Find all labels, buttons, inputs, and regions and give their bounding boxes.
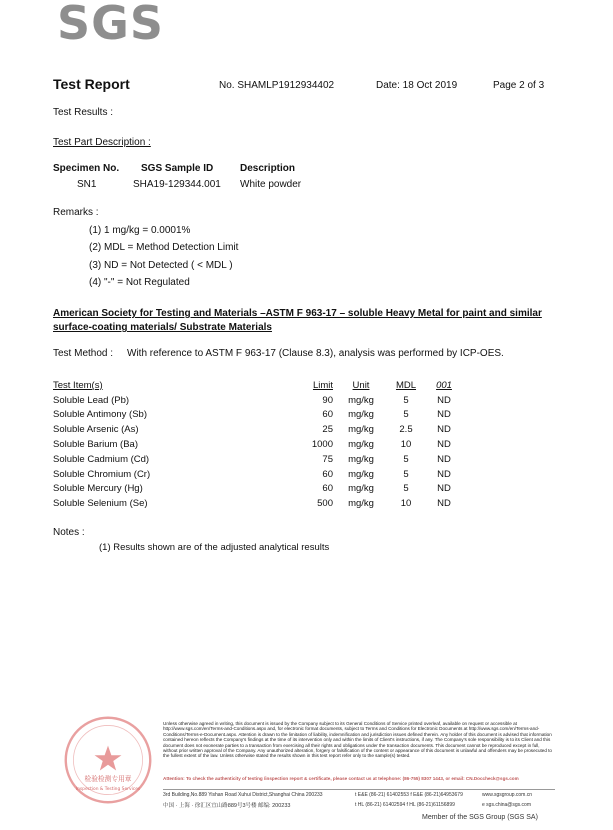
mdl: 5 [403, 483, 409, 495]
limit: 25 [322, 424, 333, 436]
limit: 90 [322, 394, 333, 406]
result: ND [437, 409, 451, 421]
footer-phone-cn: t HL (86-21) 61402594 f HL (86-21)61156899 [355, 802, 455, 808]
sample-id: SHA19-129344.001 [133, 179, 221, 190]
remark-item: (2) MDL = Method Detection Limit [89, 242, 239, 253]
result: ND [437, 439, 451, 451]
mdl: 10 [400, 498, 412, 510]
unit: mg/kg [348, 409, 374, 421]
footer-address-en: 3rd Building,No.889 Yishan Road Xuhui District,Shanghai China 200233 [163, 792, 323, 798]
footer-website: www.sgsgroup.com.cn [482, 792, 533, 798]
footer-disclaimer: Unless otherwise agreed in writing, this document is issued by the Company subject to its General Conditions of Service printed overleaf, available on request or accessible at http://www.sgs.com/en/Terms-and-Conditions.aspx and, for electronic format documents, subject to Terms and Conditions for Electronic Documents at http://www.sgs.com/en/Terms-and-Conditions/Terms-e-Document.aspx. Attention is drawn to the limitation of liability, indemnification and jurisdiction issues defined therein. Any holder of this document is advised that information contained hereon reflects the Company's findings at the time of its intervention only and within the limits of Client's instructions, if any. The Company's sole responsibility is to its Client and this document does not exonerate parties to a transaction from exercising all their rights and obligations under the transaction documents. This document cannot be reproduced except in full, without prior written approval of the Company. Any unauthorized alteration, forgery or falsification of the content or appearance of this document is unlawful and offenders may be prosecuted to the fullest extent of the law. Unless otherwise stated the results shown in this test report refer only to the sample(s) tested. [163, 721, 552, 759]
test-part-description-label: Test Part Description : [53, 137, 151, 148]
result: ND [437, 468, 451, 480]
col-result-001: 001 [436, 379, 452, 391]
table-row [53, 467, 465, 482]
remark-item: (1) 1 mg/kg = 0.0001% [89, 225, 191, 236]
col-mdl: MDL [395, 379, 417, 391]
specimen-header: Specimen No. [53, 163, 120, 174]
test-item: Soluble Antimony (Sb) [53, 409, 147, 421]
sample-id-header: SGS Sample ID [141, 163, 214, 174]
section-title-line2: surface-coating materials/ Substrate Materials [53, 322, 272, 333]
limit: 500 [317, 498, 333, 510]
table-row [53, 422, 465, 437]
test-item: Soluble Chromium (Cr) [53, 468, 151, 480]
table-row [53, 408, 465, 423]
test-item: Soluble Selenium (Se) [53, 498, 148, 510]
notes-label: Notes : [53, 527, 85, 538]
specimen-no: SN1 [77, 179, 97, 190]
limit: 60 [322, 409, 333, 421]
col-test-item: Test Item(s) [53, 379, 103, 391]
test-item: Soluble Arsenic (As) [53, 424, 139, 436]
inspection-stamp [60, 712, 156, 808]
sgs-logo: SGS [57, 0, 165, 50]
report-date: Date: 18 Oct 2019 [376, 80, 458, 91]
table-row [53, 482, 465, 497]
table-row [53, 496, 465, 511]
unit: mg/kg [348, 394, 374, 406]
unit: mg/kg [348, 453, 374, 465]
test-item: Soluble Barium (Ba) [53, 439, 139, 451]
col-limit: Limit [312, 379, 333, 391]
mdl: 2.5 [399, 424, 413, 436]
unit: mg/kg [348, 424, 374, 436]
result: ND [437, 394, 451, 406]
col-unit: Unit [352, 379, 370, 391]
report-number: No. SHAMLP1912934402 [219, 80, 335, 91]
remark-item: (3) ND = Not Detected ( < MDL ) [89, 260, 233, 271]
mdl: 5 [403, 409, 409, 421]
unit: mg/kg [348, 483, 374, 495]
report-title: Test Report [53, 76, 130, 92]
table-row [53, 452, 465, 467]
unit: mg/kg [348, 498, 374, 510]
section-title-line1: American Society for Testing and Materials –ASTM F 963-17 – soluble Heavy Metal for paint and similar [53, 308, 542, 319]
footer-member: Member of the SGS Group (SGS SA) [422, 814, 538, 821]
test-method-text: With reference to ASTM F 963-17 (Clause 8.3), analysis was performed by ICP-OES. [127, 348, 504, 359]
limit: 75 [322, 453, 333, 465]
footer-address-cn: 中国 · 上海 · 徐汇区宜山路889号3号楼 邮编: 200233 [163, 803, 291, 809]
mdl: 5 [403, 468, 409, 480]
stamp-text: 检验检测专用章 [84, 775, 132, 784]
footer-attention: Attention: To check the authenticity of testing /inspection report & certificate, please contact us at telephone: (86-755) 8307 1443, or email: CN.Doccheck@sgs.com [163, 776, 519, 781]
mdl: 10 [400, 439, 412, 451]
remarks-label: Remarks : [53, 207, 99, 218]
limit: 60 [322, 483, 333, 495]
footer-phone-en: t E&E (86-21) 61402553 f E&E (86-21)64953679 [355, 792, 463, 798]
unit: mg/kg [348, 439, 374, 451]
limit: 60 [322, 468, 333, 480]
description-header: Description [240, 163, 296, 174]
note-item: (1) Results shown are of the adjusted analytical results [99, 542, 330, 553]
result: ND [437, 498, 451, 510]
mdl: 5 [403, 394, 409, 406]
result: ND [437, 483, 451, 495]
stamp-subtext: Inspection & Testing Services [75, 786, 141, 792]
footer-email: e sgs.china@sgs.com [482, 802, 531, 808]
results-table [53, 378, 465, 511]
result: ND [437, 424, 451, 436]
sample-description: White powder [240, 179, 302, 190]
remark-item: (4) "-" = Not Regulated [89, 277, 190, 288]
result: ND [437, 453, 451, 465]
table-row [53, 393, 465, 408]
test-item: Soluble Mercury (Hg) [53, 483, 143, 495]
limit: 1000 [311, 439, 333, 451]
test-method-label: Test Method : [53, 348, 114, 359]
results-header-row [53, 378, 465, 393]
mdl: 5 [403, 453, 409, 465]
page-number: Page 2 of 3 [493, 80, 545, 91]
table-row [53, 437, 465, 452]
test-item: Soluble Cadmium (Cd) [53, 453, 150, 465]
test-item: Soluble Lead (Pb) [53, 394, 130, 406]
footer-divider [163, 789, 555, 790]
test-results-label: Test Results : [53, 107, 114, 118]
unit: mg/kg [348, 468, 374, 480]
